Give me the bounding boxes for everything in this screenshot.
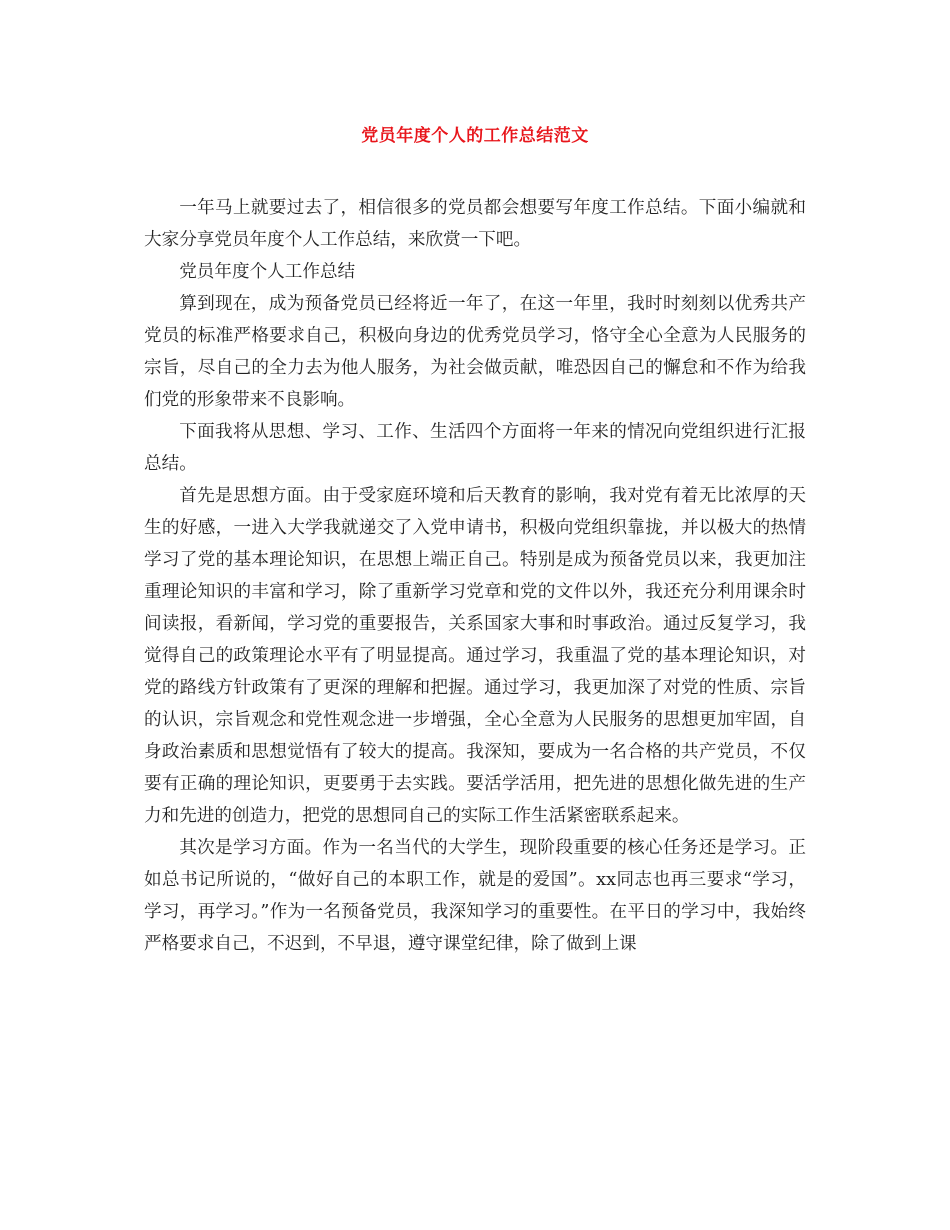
paragraph-subheading: 党员年度个人工作总结 — [179, 262, 356, 282]
paragraph-intro: 一年马上就要过去了，相信很多的党员都会想要写年度工作总结。下面小编就和大家分享党员年度个人工作总结，来欣赏一下吧。 — [144, 198, 806, 250]
paragraph-thought: 首先是思想方面。由于受家庭环境和后天教育的影响，我对党有着无比浓厚的天生的好感，一进入大学我就递交了入党申请书，积极向党组织靠拢，并以极大的热情学习了党的基本理论知识，在思想上端正自己。特别是成为预备党员以来，我更加注重理论知识的丰富和学习，除了重新学习党章和党的文件以外，我还充分利用课余时间读报，看新闻，学习党的重要报告，关系国家大事和时事政治。通过反复学习，我觉得自己的政策理论水平有了明显提高。通过学习，我重温了党的基本理论知识，对党的路线方针政策有了更深的理解和把握。通过学习，我更加深了对党的性质、宗旨的认识，宗旨观念和党性观念进一步增强，全心全意为人民服务的思想更加牢固，自身政治素质和思想觉悟有了较大的提高。我深知，要成为一名合格的共产党员，不仅要有正确的理论知识，更要勇于去实践。要活学活用，把先进的思想化做先进的生产力和先进的创造力，把党的思想同自己的实际工作生活紧密联系起来。 — [144, 486, 806, 826]
document-body — [144, 192, 806, 960]
paragraph-study: 其次是学习方面。作为一名当代的大学生，现阶段重要的核心任务还是学习。正如总书记所说的，“做好自己的本职工作，就是的爱国”。xx同志也再三要求“学习，学习，再学习。”作为一名预备党员，我深知学习的重要性。在平日的学习中，我始终严格要求自己，不迟到，不早退，遵守课堂纪律，除了做到上课 — [144, 838, 806, 954]
paragraph-outline: 下面我将从思想、学习、工作、生活四个方面将一年来的情况向党组织进行汇报总结。 — [144, 422, 806, 474]
document-title: 党员年度个人的工作总结范文 — [361, 126, 589, 146]
paragraph-opening: 算到现在，成为预备党员已经将近一年了，在这一年里，我时时刻刻以优秀共产党员的标准严格要求自己，积极向身边的优秀党员学习，恪守全心全意为人民服务的宗旨，尽自己的全力去为他人服务，为社会做贡献，唯恐因自己的懈怠和不作为给我们党的形象带来不良影响。 — [144, 294, 806, 410]
